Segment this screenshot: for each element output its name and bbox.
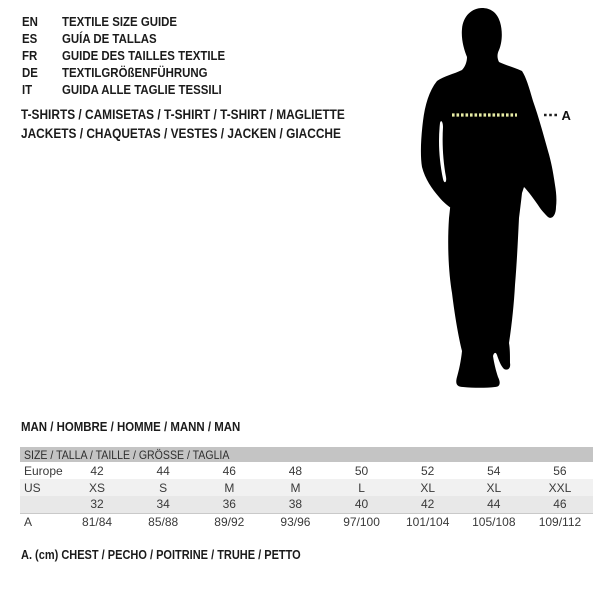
size-cell: 81/84: [64, 513, 130, 530]
section-title-man: [21, 419, 270, 434]
size-cell: 42: [421, 497, 435, 512]
size-cell: 97/100: [329, 513, 395, 530]
language-row: [22, 13, 247, 30]
size-cell: 46: [222, 463, 236, 478]
language-guide-label: GUIDE DES TAILLES TEXTILE: [62, 48, 226, 63]
language-guide-label: GUIDA ALLE TAGLIE TESSILI: [62, 82, 222, 97]
size-cell: 46: [553, 497, 567, 512]
size-cell: S: [159, 480, 168, 495]
measurement-footnote-text: A. (cm) CHEST / PECHO / POITRINE / TRUHE / PETTO: [21, 548, 301, 562]
category-line-jackets: [21, 124, 389, 143]
size-cell: 40: [354, 497, 369, 512]
language-row: [22, 30, 247, 47]
size-table: [20, 447, 593, 530]
man-silhouette-figure: [410, 3, 575, 393]
category-line-tshirts: [21, 105, 389, 124]
size-row-label: Europe: [24, 463, 63, 478]
section-title-man-text: MAN / HOMBRE / HOMME / MANN / MAN: [21, 419, 241, 434]
category-line-tshirts-text: T-SHIRTS / CAMISETAS / T-SHIRT / T-SHIRT / MAGLIETTE: [21, 107, 345, 122]
size-row-label: A: [20, 513, 64, 530]
language-guide-label: TEXTILGRÖßENFÜHRUNG: [62, 65, 208, 80]
language-row: [22, 81, 247, 98]
size-cell: M: [290, 480, 301, 495]
measurement-footnote: [21, 548, 339, 562]
language-guide-list: [22, 13, 247, 98]
language-code: DE: [22, 65, 38, 80]
size-table-header-cell: [20, 447, 593, 462]
size-cell: 56: [553, 463, 567, 478]
size-row-label: [20, 496, 64, 513]
size-cell: 48: [288, 463, 303, 478]
language-guide-label: GUÍA DE TALLAS: [62, 31, 157, 46]
size-cell: 50: [354, 463, 369, 478]
language-row: [22, 47, 247, 64]
size-cell: M: [224, 480, 235, 495]
language-code: FR: [22, 48, 38, 63]
size-cell: 105/108: [461, 513, 527, 530]
size-table-header-row: [20, 447, 593, 462]
size-table-row: [20, 496, 593, 513]
man-silhouette: [421, 8, 557, 388]
size-cell: XL: [486, 480, 502, 495]
size-table-row: [20, 462, 593, 479]
size-cell: 109/112: [527, 513, 593, 530]
measure-label-a: A: [561, 108, 571, 123]
category-heading: [21, 105, 389, 143]
language-code: ES: [22, 31, 38, 46]
size-cell: 52: [421, 463, 435, 478]
size-row-label: US: [24, 480, 41, 495]
size-cell: XS: [89, 480, 106, 495]
size-cell: XXL: [548, 480, 572, 495]
size-cell: 44: [487, 497, 501, 512]
language-row: [22, 64, 247, 81]
size-cell: 42: [90, 463, 104, 478]
size-cell: 101/104: [395, 513, 461, 530]
language-guide-label: TEXTILE SIZE GUIDE: [62, 14, 178, 29]
category-line-jackets-text: JACKETS / CHAQUETAS / VESTES / JACKEN / GIACCHE: [21, 126, 341, 141]
size-cell: XL: [420, 480, 436, 495]
size-cell: 93/96: [262, 513, 328, 530]
size-cell: 44: [156, 463, 170, 478]
size-cell: 34: [156, 497, 170, 512]
size-cell: 36: [222, 497, 236, 512]
language-code: IT: [22, 82, 33, 97]
language-code: EN: [22, 14, 38, 29]
size-table-row: [20, 479, 593, 496]
size-table-row: [20, 513, 593, 530]
size-cell: 32: [90, 497, 104, 512]
size-table-body: [20, 447, 593, 530]
size-cell: 54: [487, 463, 501, 478]
size-cell: 85/88: [130, 513, 196, 530]
size-cell: 89/92: [196, 513, 262, 530]
size-cell: L: [358, 480, 365, 495]
size-cell: 38: [288, 497, 303, 512]
size-table-header-text: SIZE / TALLA / TAILLE / GRÖSSE / TAGLIA: [24, 447, 230, 462]
